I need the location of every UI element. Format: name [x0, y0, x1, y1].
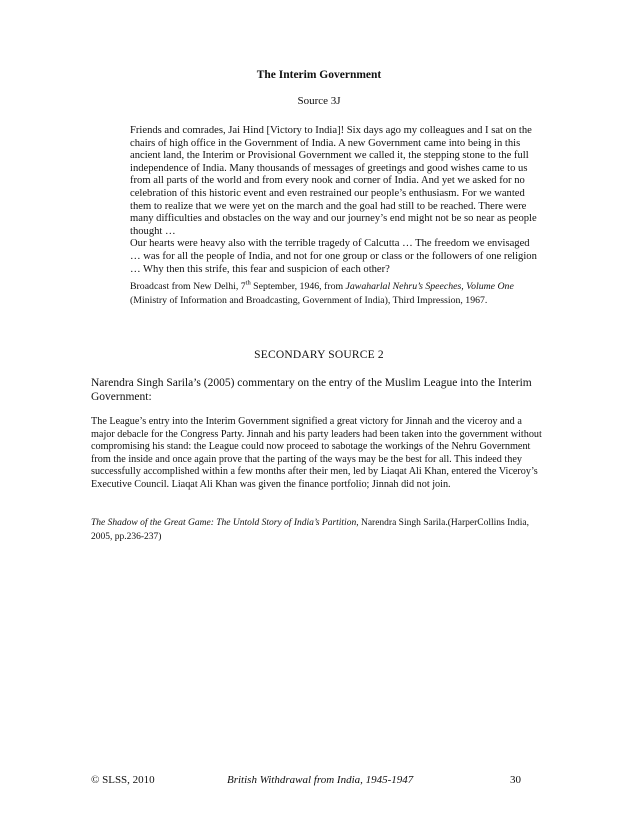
- quote-paragraph-2: Our hearts were heavy also with the terrible tragedy of Calcutta … The freedom we envisaged … was for all the people of India, and not for one group or class or the followers of one religion … Why then this strife, this fear and suspicion of each other?: [130, 238, 537, 275]
- citation-book-title: The Shadow of the Great Game: The Untold Story of India’s Partition: [91, 518, 357, 528]
- page-footer: [91, 774, 521, 790]
- citation-rest: , Narendra Singh Sarila.(HarperCollins India, 2005, pp.236-237): [91, 518, 530, 542]
- commentary-text: [91, 416, 547, 492]
- page-title: The Interim Government: [256, 69, 382, 81]
- broadcast-superscript: th: [245, 279, 251, 287]
- commentary-paragraph: The League’s entry into the Interim Government signified a great victory for Jinnah and the viceroy and a major debacle for the Congress Party. Jinnah and his party leaders had been taken into the government without compromising his stand: the League could now proceed to sabotage the workings of the Nehru Government from the inside and once again prove that the parting of the ways may be the best for all. This indeed they successfully accomplished within a few months after their men, led by Liaqat Ali Khan, entered the Viceroy’s Executive Council. Liaqat Ali Khan was given the finance portfolio; Jinnah did not join.: [91, 416, 542, 490]
- broadcast-publisher: (Ministry of Information and Broadcasting, Government of India), Third Impression, 1967.: [130, 295, 488, 306]
- secondary-source-heading: SECONDARY SOURCE 2: [254, 349, 384, 361]
- source-label: Source 3J: [297, 95, 341, 107]
- broadcast-citation: [130, 280, 542, 308]
- secondary-source-intro: Narendra Singh Sarila’s (2005) commentary on the entry of the Muslim League into the Interim Government:: [91, 377, 532, 403]
- footer-copyright: © SLSS, 2010: [91, 774, 155, 786]
- broadcast-date-rest: September, 1946, from: [250, 281, 346, 292]
- footer-course-title: British Withdrawal from India, 1945-1947: [227, 774, 414, 786]
- broadcast-book-title: Jawaharlal Nehru’s Speeches, Volume One: [345, 281, 514, 292]
- footer-page-number: 30: [510, 774, 521, 786]
- broadcast-prefix: Broadcast from New Delhi, 7: [130, 281, 246, 292]
- primary-source-quote: [130, 125, 542, 276]
- secondary-citation: [91, 516, 547, 544]
- quote-paragraph-1: Friends and comrades, Jai Hind [Victory to India]! Six days ago my colleagues and I sat on the chairs of high office in the Government of India. A new Government came into being in this ancient land, the Interim or Provisional Government we called it, the stepping stone to the full independence of India. Many thousands of messages of greetings and good wishes came to us from all parts of the world and from every nook and corner of India. And yet we asked for no celebration of this historic event and even restrained our people’s enthusiasm. For we wanted them to realize that we were yet on the march and the goal had still to be reached. There were many difficulties and obstacles on the way and our journey’s end might not be so near as people thought …: [130, 125, 537, 237]
